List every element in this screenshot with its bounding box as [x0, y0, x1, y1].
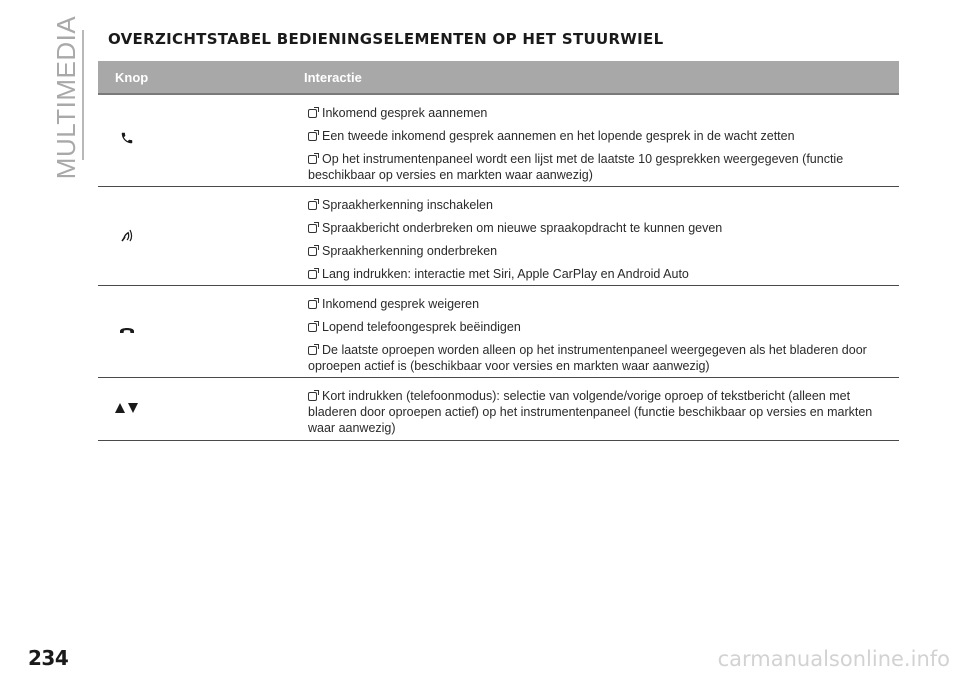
- section-side-label-text: MULTIMEDIA: [51, 15, 82, 180]
- bullet-icon: [308, 346, 317, 355]
- bullet-icon: [308, 109, 317, 118]
- up-down-arrows-icon: [98, 402, 155, 414]
- row-text-cell: [155, 95, 899, 186]
- phone-answer-icon: [98, 131, 155, 145]
- controls-table: [98, 61, 899, 441]
- section-side-label: [51, 15, 82, 180]
- table-row: [98, 286, 899, 378]
- table-row: [98, 95, 899, 187]
- list-item: Spraakbericht onderbreken om nieuwe spraakopdracht te kunnen geven: [308, 220, 899, 236]
- row-icon-cell: [98, 286, 155, 377]
- row-icon-cell: [98, 187, 155, 285]
- bullet-icon: [308, 270, 317, 279]
- list-item: Inkomend gesprek weigeren: [308, 296, 899, 312]
- list-item: Lang indrukken: interactie met Siri, Apple CarPlay en Android Auto: [308, 266, 899, 282]
- section-side-bar: [82, 30, 84, 160]
- phone-hangup-icon: [98, 325, 155, 335]
- page-number: 234: [28, 646, 69, 670]
- bullet-icon: [308, 247, 317, 256]
- list-item: Op het instrumentenpaneel wordt een lijst met de laatste 10 gesprekken weergegeven (functie beschikbaar op versies en markten waar aanwezig): [308, 152, 844, 182]
- list-item: Spraakherkenning inschakelen: [308, 197, 899, 213]
- list-item: Spraakherkenning onderbreken: [308, 243, 899, 259]
- table-row: [98, 187, 899, 286]
- watermark: carmanualsonline.info: [717, 647, 950, 671]
- list-item: Kort indrukken (telefoonmodus): selectie van volgende/vorige oproep of tekstbericht (alleen met bladeren door oproepen actief) op het instrumentenpaneel (functie beschikbaar op versies en markten waar aanwezig): [308, 389, 873, 435]
- list-item: Een tweede inkomend gesprek aannemen en het lopende gesprek in de wacht zetten: [308, 128, 899, 144]
- bullet-icon: [308, 201, 317, 210]
- bullet-icon: [308, 392, 317, 401]
- list-item: Lopend telefoongesprek beëindigen: [308, 319, 899, 335]
- voice-recognition-icon: [98, 228, 155, 244]
- list-item: Inkomend gesprek aannemen: [308, 105, 899, 121]
- bullet-icon: [308, 132, 317, 141]
- row-text-cell: [155, 286, 899, 377]
- row-icon-cell: [98, 95, 155, 186]
- bullet-icon: [308, 155, 317, 164]
- list-item: De laatste oproepen worden alleen op het instrumentenpaneel weergegeven als het bladeren door oproepen actief is (beschikbaar voor versies en markten waar aanwezig): [308, 343, 867, 373]
- row-icon-cell: [98, 378, 155, 440]
- page-title: OVERZICHTSTABEL BEDIENINGSELEMENTEN OP HET STUURWIEL: [108, 30, 664, 48]
- row-text-cell: [155, 378, 899, 440]
- table-header: [98, 61, 899, 95]
- table-row: [98, 378, 899, 441]
- bullet-icon: [308, 323, 317, 332]
- header-interactie: Interactie: [304, 69, 362, 85]
- bullet-icon: [308, 224, 317, 233]
- row-text-cell: [155, 187, 899, 285]
- bullet-icon: [308, 300, 317, 309]
- header-knop: Knop: [115, 69, 149, 85]
